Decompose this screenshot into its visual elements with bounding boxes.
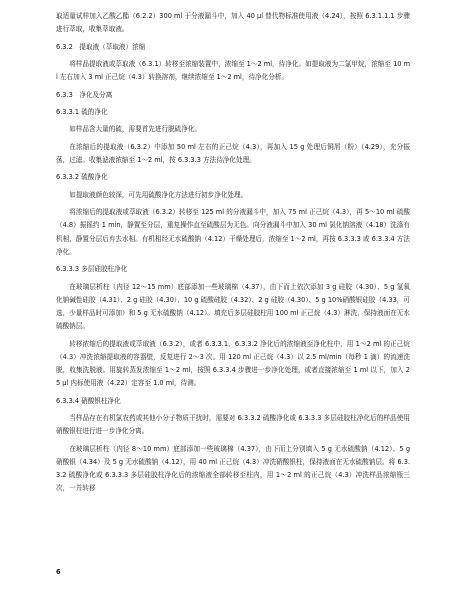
paragraph-concentration: 将样品提取液或萃取液（6.3.1）转移至浓缩装置中，浓缩至 1～2 ml，待净化。如提取液为二氯甲烷，浓缩至 10 ml 左右加入 3 ml 正己烷（4.3）转换溶剂，继续浓缩至 1～2 ml，待净化分析。: [56, 59, 410, 82]
heading-6-3-2: 6.3.2 提取液（萃取液）浓缩: [56, 42, 146, 51]
paragraph-silver-column-intro: 当样品存在有机氯农药或其他小分子物质干扰时，需要对 6.3.3.2 硫酸净化或 6.3.3.3 多层硅胶柱净化后的样品使用硝酸银柱进行进一步净化分离。: [56, 413, 410, 436]
paragraph-sulfur-method: 在浓缩后的提取液（6.3.2）中添加 50 ml 左右的正己烷（4.3），再加入 15 g 处理后铜屑（粉）（4.29），充分振荡，过滤。收集滤液浓缩至 1～2 ml，按 6.3.3.3 方法待净化处理。: [56, 142, 410, 164]
heading-6-3-3-1: 6.3.3.1 硫的净化: [56, 107, 108, 116]
page-number: 6: [56, 568, 61, 576]
document-body: [56, 10, 410, 500]
heading-6-3-3: 6.3.3 净化及分离: [56, 90, 113, 99]
heading-6-3-3-3: 6.3.3.3 多层硅胶柱净化: [56, 265, 128, 274]
paragraph-silver-column-method: 在玻璃层析柱（内径 8～10 mm）底部添加一些玻璃棉（4.37），由下而上分别填入 5 g 无水硫酸钠（4.12）、5 g 硝酸银（4.34）及 5 g 无水硫酸钠（4.12），用 40 ml 正己烷（4.3）冲洗硝酸银柱，保持液面在无水硫酸钠层。将 6.3.3.2 硫酸净化或 6.3.3.3 多层硅胶柱净化后的浓缩液全部转移至柱内，用 1～2 ml 的正己烷（4.3）冲洗样品浓缩瓶三次，一并转移: [56, 444, 410, 493]
paragraph-acid-intro: 如提取液颜色较深，可先用硫酸净化方法进行初步净化处理。: [69, 190, 248, 199]
paragraph-sulfur-intro: 如样品含大量的硫，需要首先进行脱硫净化。: [69, 125, 202, 134]
paragraph-sample-extraction: 取适量试样加入乙酸乙酯（6.2.2）300 ml 于分液漏斗中，加入 40 μl 替代物标准使用液（4.24），按照 6.3.1.1.1 步骤进行萃取，收集萃取液。: [56, 12, 410, 34]
paragraph-acid-method: 将浓缩后的提取液或萃取液（6.3.2）转移至 125 ml 的分液漏斗中，加入 75 ml 正己烷（4.3），再 5～10 ml 硫酸（4.8）振摇约 1 min，静置至分层，重复操作直至硫酸层为无色。向分液漏斗中加入 30 ml 氯化钠溶液（4.18）洗涤有机相，静置分层后弃去水相。有机相经无水硫酸钠（4.12）干燥处理后，浓缩至 1～2 ml，再按 6.3.3.3 或 6.3.3.4 方法净化。: [56, 208, 410, 256]
heading-6-3-3-4: 6.3.3.4 硝酸银柱净化: [56, 396, 121, 405]
heading-6-3-3-2: 6.3.3.2 硫酸净化: [56, 173, 108, 182]
paragraph-silica-column-elution: 转移浓缩后的提取液或萃取液（6.3.2），或者 6.3.3.1、6.3.3.2 净化后的浓缩液至净化柱中，用 1～2 ml 的正己烷（4.3）冲洗浓缩提取液的容器壁，反复进行 2～3 次。用 120 ml 正己烷（4.3）以 2.5 ml/min（每秒 1 滴）的流速洗脱，收集洗脱液。用旋转蒸发浓缩至 1～2 ml，按照 6.3.3.4 步骤进一步净化处理，或者直接浓缩至 1 ml 以下，加入 25 μl 内标使用液（4.22）定容至 1.0 ml，待测。: [56, 339, 410, 388]
paragraph-silica-column-packing: 在玻璃层析柱（内径 12～15 mm）底部添加一些玻璃棉（4.37），由下而上依次添加 3 g 硅胶（4.30）、5 g 氢氧化钠碱性硅胶（4.31）、2 g 硅胶（4.30）、10 g 硫酸硅胶（4.32）、2 g 硅胶（4.30）、5 g 10%硝酸银硅胶（4.33，可选，少量样品时可添加）和 5 g 无水硫酸钠（4.12）。填充后多层硅胶柱用 100 ml 正己烷（4.3）淋洗，保持液面在无水硫酸钠层。: [56, 282, 410, 331]
